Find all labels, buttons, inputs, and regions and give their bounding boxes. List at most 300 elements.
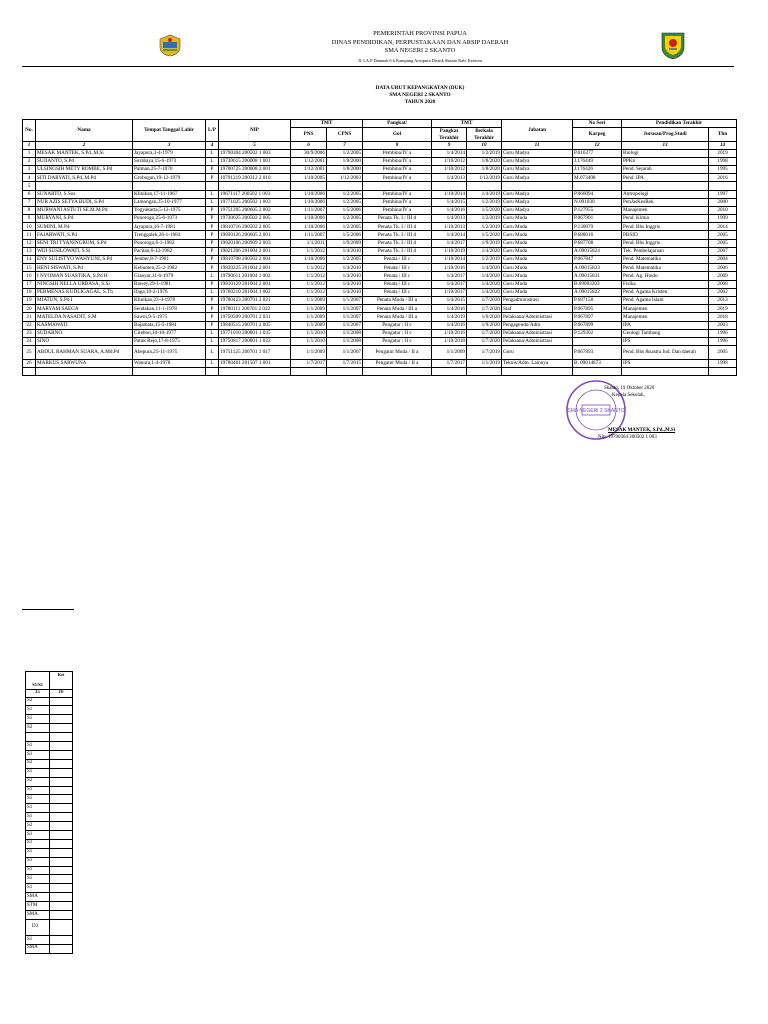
cell-education-level: SMA [26,893,50,902]
cell-no: 5 [23,182,36,190]
cell-no: 14 [23,256,36,264]
cell-no: 6 [23,190,36,198]
cell-jabatan: Guru Muda [502,288,573,296]
table-row [23,346,737,360]
cell-tmt-cpns: 1/12/2003 [327,174,363,182]
cell-karpeg: P.688016 [573,231,622,239]
column-number: 2 [36,142,133,149]
sidebar-row [26,857,73,866]
cell-pangkat-gol: Pengatur / II c [363,329,432,337]
cell-no: 22 [23,321,36,329]
cell-ket [50,697,73,706]
cell-tmt-cpns: 1/5/2006 [327,231,363,239]
signature-block [580,385,730,441]
table-row [23,337,737,345]
cell-karpeg: P.016377 [573,149,622,157]
cell-nip: 19780401 201507 1 001 [219,360,291,368]
cell-pangkat-gol: Penata / III c [363,256,432,264]
cell-pangkat-gol: Pengatur / II c [363,337,432,345]
cell-tahun: 2014 [709,223,737,231]
cell-ttl: Klinikan,23-4-1978 [133,296,206,304]
cell-nama: MURWANI ASTUTI SE.M.M.Pd [36,206,133,214]
cell-tmt-berkala: 1/2/2019 [467,149,502,157]
cell-education-level: SMA [26,910,50,919]
cell-karpeg: P.066094 [573,190,622,198]
cell-jurusan: Tek. Pembelajaraan [622,247,709,255]
section-divider [22,609,74,610]
cell-tmt-pangkat: 1/10/2016 [432,329,467,337]
cell-lp: P [206,264,219,272]
header-gol: Gol [363,128,432,142]
cell-karpeg: P.127955 [573,206,622,214]
cell-tahun: 2016 [709,174,737,182]
cell-karpeg: N.091830 [573,198,622,206]
cell-tmt-cpns: 1/8/2000 [327,157,363,165]
cell-education-level: SMA [26,944,50,953]
cell-tmt-pangkat: 1/4/2015 [432,198,467,206]
cell-nama: SITI DARYATI, S.Pd.,M.Pd [36,174,133,182]
cell-jabatan: Guru Muda [502,247,573,255]
cell-tmt-pns [291,182,327,190]
cell-tmt-pns: 1/10/2006 [291,223,327,231]
cell-karpeg: J.176449 [573,157,622,165]
cell-tmt-pangkat: 1/1/2009 [432,346,467,360]
cell-nip: 19810708 200502 2 004 [219,256,291,264]
cell-nip: 19810716 200502 2 005 [219,223,291,231]
column-number: 11 [502,142,573,149]
cell-tmt-pangkat: 1/10/2016 [432,264,467,272]
cell-ttl: Trenggalek,26-1-1983 [133,231,206,239]
cell-lp [206,182,219,190]
cell-ket [50,857,73,866]
cell-ket [50,733,73,742]
cell-ket [50,813,73,822]
sidebar-row [26,839,73,848]
cell-tmt-cpns: 1/1/2007 [327,305,363,313]
signature-nip: Nip. 19790304 200502 1 003 [598,435,657,440]
signature-role: Kepala Sekolah, [612,393,645,398]
cell-jurusan: Biologi [622,149,709,157]
letterhead-divider [22,66,734,67]
cell-pangkat-gol: Pembina/IV a [363,206,432,214]
cell-karpeg: P.129302 [573,329,622,337]
cell-tmt-pns: 1/1/2010 [291,337,327,345]
cell-nip: 19820225 201004 2 001 [219,264,291,272]
sidebar-row [26,804,73,813]
cell-nip: 19760210 201004 1 002 [219,288,291,296]
table-row [23,190,737,198]
cell-nama: PERMENAS KUDLIGAGAL, S.Th [36,288,133,296]
cell-ket [50,910,73,919]
letterhead [200,30,640,65]
cell-jurusan: Pend. Agama Islam [622,296,709,304]
letterhead-address: Jl. I.A.P Damaoh 6 k Kampung Arsopura Distrik Skanto Kab. Keerom [358,57,482,63]
cell-tmt-pangkat: 1/10/2012 [432,157,467,165]
cell-tmt-pns: 1/10/2005 [291,174,327,182]
table-row [23,360,737,368]
cell-jabatan: Guru Madya [502,149,573,157]
cell-tahun: 2008 [709,280,737,288]
keerom-regency-logo [660,30,686,60]
cell-nip: 19771025 200502 1 003 [219,198,291,206]
cell-empty [432,368,467,376]
cell-empty [502,368,573,376]
cell-nip: 19780423 200701 2 021 [219,296,291,304]
cell-tmt-pns: 1/7/2017 [291,360,327,368]
cell-nama: NUR AZIS SETYA BUDI, S.Pd [36,198,133,206]
cell-jabatan: Pelaksana/Administrasi [502,329,573,337]
cell-tmt-berkala: 1/7/2019 [467,346,502,360]
cell-ket [50,839,73,848]
education-level-table [25,671,73,954]
cell-ket [50,715,73,724]
sidebar-row [26,777,73,786]
cell-lp: L [206,360,219,368]
cell-education-level: S1 [26,884,50,893]
cell-tmt-pangkat: 1/4/2013 [432,215,467,223]
sidebar-row [26,875,73,884]
cell-tmt-pns: 1/10/2006 [291,215,327,223]
cell-tmt-pns: 30/9/2006 [291,149,327,157]
cell-nip: 19820106 200909 2 003 [219,239,291,247]
cell-tahun: 2002 [709,288,737,296]
cell-ket [50,759,73,768]
cell-pangkat-gol: Pengatur Muda / II a [363,346,432,360]
cell-tmt-pangkat: 1/10/2012 [432,165,467,173]
cell-lp: P [206,321,219,329]
cell-tmt-pangkat: 1/4/2014 [432,149,467,157]
cell-nama: SUDARNO [36,329,133,337]
sidebar-column-number: 16 [50,690,73,698]
papua-province-logo [158,33,182,57]
cell-nama: WIJI SUSILOWATI, S.Si [36,247,133,255]
cell-jabatan: Guru Muda [502,272,573,280]
cell-tmt-cpns: 1/2/2005 [327,256,363,264]
cell-nama: NINGSIH NELLA URBASA, S.Si [36,280,133,288]
column-number: 14 [709,142,737,149]
cell-education-level: S1 [26,857,50,866]
cell-nama [36,182,133,190]
column-number-row [23,142,737,149]
cell-karpeg: A.09015822 [573,288,622,296]
cell-no: 11 [23,231,36,239]
header-tmt2: TMT [432,120,502,128]
cell-tmt-pns: 1/11/2007 [291,206,327,214]
header-pangkat-terakhir: Pangkat Terakhir [432,128,467,142]
cell-nama: MARYAM SAEGA [36,305,133,313]
cell-ket [50,822,73,831]
cell-tmt-pangkat: 1/7/2017 [432,360,467,368]
cell-karpeg: J.176426 [573,165,622,173]
table-row [23,157,737,165]
sidebar-row [26,813,73,822]
cell-tmt-berkala: 1/8/2020 [467,157,502,165]
cell-no: 19 [23,296,36,304]
cell-no: 7 [23,198,36,206]
cell-tahun: 2000 [709,198,737,206]
cell-tahun: 2013 [709,296,737,304]
cell-jurusan: Pend. Matematika [622,264,709,272]
cell-ttl: Grobogan,19-12-1979 [133,174,206,182]
cell-ttl: Sawoi,9-5-1975 [133,313,206,321]
cell-pangkat-gol: Penata Tk. I / III d [363,223,432,231]
cell-lp: L [206,329,219,337]
cell-jabatan: Guru Madya [502,190,573,198]
cell-nama: SENI TRI TYANINGRUM, S.Pd [36,239,133,247]
cell-tmt-pns: 1/11/2007 [291,231,327,239]
cell-nip: 19730615 200008 1 001 [219,157,291,165]
cell-tmt-berkala: 1/7/2020 [467,305,502,313]
cell-jabatan: Pelaksana/Administrasi [502,313,573,321]
sidebar-row [26,706,73,715]
cell-ttl: Klinikan,17-11-1967 [133,190,206,198]
cell-no: 9 [23,215,36,223]
cell-tmt-berkala: 1/2/2019 [467,223,502,231]
cell-education-level: S1 [26,813,50,822]
cell-tahun: 1996 [709,337,737,345]
cell-education-level: S1 [26,795,50,804]
table-row [23,239,737,247]
cell-education-level: S2 [26,697,50,706]
cell-empty [291,368,327,376]
cell-ket [50,795,73,804]
document-title [200,85,640,106]
table-row [23,174,737,182]
cell-tmt-pangkat: 1/4/2017 [432,272,467,280]
cell-education-level: S1 [26,830,50,839]
cell-tmt-cpns: 1/7/2015 [327,360,363,368]
cell-no: 3 [23,165,36,173]
table-row [23,231,737,239]
cell-tmt-cpns: 1/1/2008 [327,329,363,337]
cell-education-level: S1 [26,750,50,759]
cell-education-level: S1 [26,768,50,777]
cell-no: 2 [23,157,36,165]
table-row [23,280,737,288]
cell-tmt-cpns: 1/2/2005 [327,190,363,198]
cell-tmt-berkala: 1/4/2020 [467,247,502,255]
cell-tmt-cpns: 1/4/2010 [327,280,363,288]
cell-tmt-berkala: 1/9/2020 [467,321,502,329]
sidebar-row [26,902,73,911]
cell-tmt-berkala: 1/12/2019 [467,174,502,182]
cell-empty [622,368,709,376]
cell-education-level: S2 [26,822,50,831]
column-number: 1 [23,142,36,149]
cell-ttl: Lamongan,25-10-1977 [133,198,206,206]
column-number: 13 [622,142,709,149]
signature-name: MESAK MANTEK, S.Pd.,M.Si [608,428,676,433]
column-number: 4 [206,142,219,149]
cell-ttl: Jayapura,3-4-1979 [133,149,206,157]
cell-tahun: 2009 [709,272,737,280]
cell-karpeg: P.067895 [573,305,622,313]
cell-ket [50,875,73,884]
header-cpns: CPNS [327,128,363,142]
cell-tmt-pangkat: 1/10/2014 [432,190,467,198]
cell-jurusan: Fisika [622,280,709,288]
cell-tahun: 2018 [709,313,737,321]
cell-pangkat-gol [363,182,432,190]
cell-jurusan [622,182,709,190]
cell-tmt-pangkat: 1/4/2019 [432,313,467,321]
cell-lp: L [206,272,219,280]
cell-nip: 19671117 200502 1 003 [219,190,291,198]
cell-pangkat-gol: Penata Tk. I / III d [363,247,432,255]
title-line-1: DATA URUT KEPANGKATAN (DUK) [375,85,465,91]
column-number: 3 [133,142,206,149]
header-nama: Nama [36,120,133,142]
cell-nip: 19751125 200701 1 017 [219,346,291,360]
cell-nip: 19730625 200502 2 005 [219,215,291,223]
cell-ket [50,902,73,911]
cell-lp: L [206,337,219,345]
cell-karpeg: P.067893 [573,346,622,360]
cell-jabatan: Guru Madya [502,206,573,214]
cell-ttl: Surabaya,15-6-1973 [133,157,206,165]
cell-tahun: 1996 [709,329,737,337]
cell-jabatan: Guru Muda [502,215,573,223]
cell-karpeg [573,337,622,345]
cell-education-level: S1 [26,848,50,857]
cell-lp: P [206,165,219,173]
title-line-3: TAHUN 2020 [404,99,436,105]
sidebar-row [26,935,73,944]
cell-ket [50,804,73,813]
cell-ket [50,706,73,715]
cell-tmt-pns: 1/1/2012 [291,272,327,280]
cell-tmt-pns: 1/1/2012 [291,264,327,272]
cell-karpeg: P.687158 [573,296,622,304]
cell-tmt-pns: 1/1/2012 [291,280,327,288]
cell-tahun: 2005 [709,346,737,360]
cell-lp: P [206,239,219,247]
cell-tmt-cpns: 1/8/2000 [327,165,363,173]
cell-tmt-pangkat [432,182,467,190]
cell-ket [50,919,73,935]
cell-tahun: 2006 [709,264,737,272]
cell-tmt-berkala: 1/9/2019 [467,239,502,247]
cell-tmt-cpns: 1/2/2005 [327,149,363,157]
cell-ttl [133,182,206,190]
header-jabatan: Jabatan [502,120,573,142]
table-row [23,321,737,329]
cell-jurusan: PenJasKesRek [622,198,709,206]
sidebar-row [26,848,73,857]
cell-tahun: 2005 [709,231,737,239]
cell-pangkat-gol: Penata / III c [363,288,432,296]
header-karpeg: Karpeg [573,128,622,142]
cell-nip: 19751205 200605 2 002 [219,206,291,214]
cell-nama: ULSINGSIH METY ROMBE, S.Pd [36,165,133,173]
cell-ttl: Abepura,25-11-1975 [133,346,206,360]
sidebar-row [26,715,73,724]
cell-tmt-berkala: 1/7/2020 [467,337,502,345]
cell-education-level: S1 [26,742,50,751]
cell-tmt-pns: 1/1/2012 [291,288,327,296]
cell-nama: ENY SULISTYO WAHYUNI, S.Pd [36,256,133,264]
cell-tmt-berkala [467,182,502,190]
header-pangkat: Pangkat/ [363,120,432,128]
cell-tmt-cpns: 1/4/2010 [327,264,363,272]
cell-jabatan: Guru Madya [502,174,573,182]
cell-pangkat-gol: Pengatur Muda / II a [363,360,432,368]
sidebar-row [26,759,73,768]
cell-tmt-cpns: 1/5/2006 [327,206,363,214]
table-row [23,256,737,264]
cell-no: 21 [23,313,36,321]
cell-jabatan: Guru [502,346,573,360]
cell-ket [50,724,73,733]
cell-tmt-pns: 1/1/2009 [291,313,327,321]
sidebar-row [26,795,73,804]
table-row [23,165,737,173]
cell-pangkat-gol: Penata Tk. I / III d [363,231,432,239]
sidebar-row [26,697,73,706]
cell-tmt-berkala: 1/1/2019 [467,360,502,368]
cell-ttl: Wanura,1-4-1978 [133,360,206,368]
cell-nip: 10791219 200312 2 010 [219,174,291,182]
letterhead-agency: DINAS PENDIDIKAN, PERPUSTAKAAN DAN ARSIP DAERAH [331,38,509,46]
cell-tahun: 2007 [709,247,737,255]
column-number: 5 [219,142,291,149]
cell-lp: P [206,206,219,214]
cell-jabatan: Guru Madya [502,157,573,165]
cell-lp: P [206,231,219,239]
cell-nama: ABDUL RAHMAN SUARA, A.Md.Pd [36,346,133,360]
cell-tahun: 2003 [709,321,737,329]
table-row [23,288,737,296]
cell-karpeg [573,182,622,190]
cell-tmt-pns: 1/1/2009 [291,321,327,329]
cell-nip: 19700725 200008 2 001 [219,165,291,173]
cell-empty [36,368,133,376]
cell-tahun: 2019 [709,149,737,157]
cell-karpeg: P.067847 [573,256,622,264]
cell-education-level: S1 [26,786,50,795]
cell-karpeg: P.130079 [573,223,622,231]
cell-jurusan: IPS [622,360,709,368]
cell-jurusan: Pend. Bhs Inggris [622,223,709,231]
cell-nama: SINO [36,337,133,345]
cell-empty [206,368,219,376]
cell-education-level: S2 [26,777,50,786]
cell-tahun: 2010 [709,206,737,214]
table-row [23,296,737,304]
cell-ket [50,935,73,944]
cell-ket [50,884,73,893]
cell-ket [50,944,73,953]
cell-jurusan: Pend. Ag. Hindu [622,272,709,280]
cell-pangkat-gol: Pembina/IV a [363,157,432,165]
cell-nip: 19790611 201004 1 002 [219,272,291,280]
cell-ttl: Cirebon,10-10-1977 [133,329,206,337]
cell-tmt-pangkat: 1/4/2016 [432,305,467,313]
cell-no: 15 [23,264,36,272]
cell-no: 24 [23,337,36,345]
cell-karpeg: P.067899 [573,321,622,329]
cell-jurusan: Manajemen [622,206,709,214]
cell-karpeg: P.067897 [573,313,622,321]
cell-jabatan: Pengadministrasi [502,296,573,304]
cell-karpeg: B. 09014873 [573,360,622,368]
stamp-text: SMA NEGERI 2 SKANTO [567,408,625,414]
cell-lp: P [206,280,219,288]
cell-tmt-cpns: 1/1/2007 [327,346,363,360]
cell-lp: P [206,215,219,223]
cell-tahun: 1997 [709,190,737,198]
cell-education-level: S1 [26,866,50,875]
